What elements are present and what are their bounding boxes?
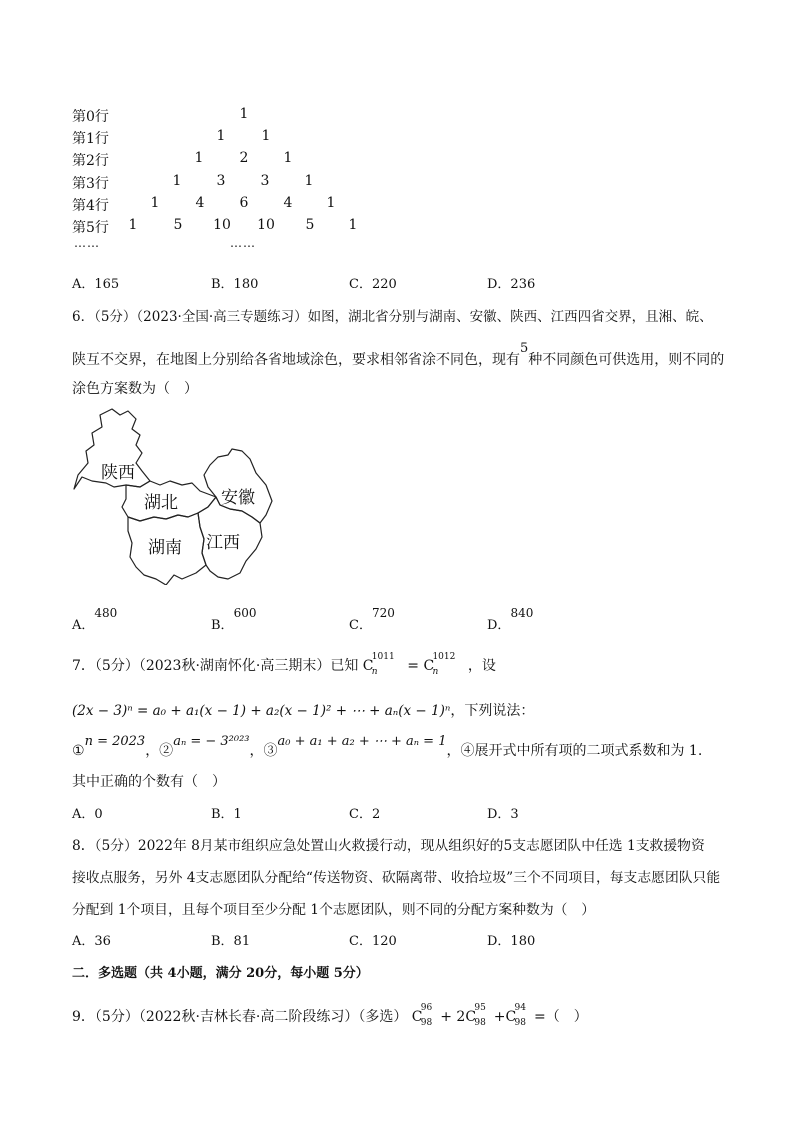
q8-line-1: 8．（5分）2022年 8月某市组织应急处置山火救援行动，现从组织好的5支志愿团队中任选 1支救援物资 <box>72 838 705 854</box>
q7-line-2 <box>72 700 534 720</box>
comb-sub: 98 <box>514 1018 526 1028</box>
comb-sup: 96 <box>420 1003 433 1013</box>
triangle-entry: 1 <box>348 217 358 233</box>
q8-option-b: B．81 <box>211 934 251 949</box>
equals: = <box>533 1009 546 1025</box>
q7-option-a: A．0 <box>72 807 103 822</box>
row-label: 第1行 <box>72 131 109 147</box>
map-label-shaanxi: 陕西 <box>101 463 135 483</box>
comb-sub: n <box>432 667 439 677</box>
q7-text: ，设 <box>467 658 496 674</box>
q6-option-b <box>211 606 257 633</box>
triangle-entry: 1 <box>304 173 314 189</box>
triangle-entry: 3 <box>260 173 270 189</box>
statement-mark: ① <box>72 743 85 759</box>
q6-option-a <box>72 606 118 633</box>
q8-line-2: 接收点服务，另外 4支志愿团队分配给“传送物资、砍隔离带、收拾垃圾”三个不同项目，每支志愿团队只能 <box>72 870 721 886</box>
option-letter: A． <box>72 618 95 633</box>
plus-sign: + 2 <box>440 1009 466 1025</box>
q9-line-1 <box>72 1003 588 1028</box>
q5-option-c: C．220 <box>349 277 397 292</box>
ellipsis: …… <box>74 236 100 250</box>
section-title: 二．多选题（共 4小题，满分 20分，每小题 5分） <box>72 966 369 981</box>
q6-text: 陕互不交界，在地图上分别给各省地域涂色，要求相邻省涂不同色，现有 <box>72 352 520 368</box>
row-label: 第4行 <box>72 198 109 214</box>
row-label: 第0行 <box>72 109 109 125</box>
plus-sign: + <box>493 1009 506 1025</box>
q6-line-1: 6．（5分）（2023·全国·高三专题练习）如图，湖北省分别与湖南、安徽、陕西、江西四省交界，且湘、皖、 <box>72 309 713 325</box>
equals: = <box>407 658 419 674</box>
triangle-entry: 1 <box>128 217 138 233</box>
statement-mark: ，② <box>145 743 174 759</box>
triangle-entry: 5 <box>305 217 315 233</box>
option-value: 840 <box>510 606 534 620</box>
triangle-entry: 4 <box>283 195 293 211</box>
q7-text: ，下列说法： <box>450 703 535 719</box>
triangle-entry: 10 <box>213 217 231 233</box>
expansion-formula: (2x − 3)ⁿ = a₀ + a₁(x − 1) + a₂(x − 1)² + ⋯ + aₙ(x − 1)ⁿ <box>72 703 451 719</box>
q6-color-count: 5 <box>520 341 529 356</box>
triangle-entry: 2 <box>239 150 249 166</box>
combination: C 95 98 <box>465 1003 486 1028</box>
combination: C 1012 n <box>423 652 456 677</box>
option-value: 480 <box>94 606 118 620</box>
q7-line-1 <box>72 652 496 677</box>
statement-3: a₀ + a₁ + a₂ + ⋯ + aₙ = 1 <box>277 734 447 749</box>
map-label-hubei: 湖北 <box>144 493 178 513</box>
option-letter: C． <box>349 618 372 633</box>
triangle-entry: 3 <box>216 173 226 189</box>
triangle-entry: 1 <box>326 195 336 211</box>
answer-paren: （ ） <box>545 1009 588 1025</box>
comb-sup: 1012 <box>432 652 456 662</box>
triangle-entry: 1 <box>283 150 293 166</box>
map-label-anhui: 安徽 <box>221 488 255 508</box>
triangle-entry: 1 <box>261 128 271 144</box>
comb-sub: n <box>371 667 378 677</box>
q8-option-d: D．180 <box>487 934 536 949</box>
comb-sup: 95 <box>474 1003 486 1013</box>
triangle-entry: 10 <box>257 217 275 233</box>
triangle-entry: 1 <box>216 128 226 144</box>
q7-option-c: C．2 <box>349 807 381 822</box>
triangle-entry: 4 <box>195 195 205 211</box>
map-label-jiangxi: 江西 <box>206 533 240 553</box>
comb-sub: 98 <box>420 1018 433 1028</box>
option-value: 720 <box>371 606 395 620</box>
statement-4: ，④展开式中所有项的二项式系数和为 1. <box>446 743 703 759</box>
row-label: 第2行 <box>72 153 109 169</box>
row-label: 第3行 <box>72 176 109 192</box>
q7-text: 7．（5分）（2023秋·湖南怀化·高三期末）已知 <box>72 658 359 674</box>
q8-option-a: A．36 <box>72 934 111 949</box>
combination: C 96 98 <box>411 1003 433 1028</box>
comb-sup: 1011 <box>371 652 395 662</box>
comb-sup: 94 <box>514 1003 526 1013</box>
q7-option-d: D．3 <box>487 807 519 822</box>
triangle-entry: 5 <box>173 217 183 233</box>
triangle-entry: 1 <box>194 150 204 166</box>
q6-option-d <box>487 606 534 633</box>
triangle-entry: 1 <box>172 173 182 189</box>
statement-mark: ，③ <box>249 743 278 759</box>
combination: C 1011 n <box>362 652 395 677</box>
option-value: 600 <box>233 606 257 620</box>
q6-option-c <box>349 606 395 633</box>
comb-sub: 98 <box>474 1018 486 1028</box>
q6-line-3: 涂色方案数为（ ） <box>72 381 198 397</box>
q9-text: 9．（5分）（2022秋·吉林长春·高二阶段练习）（多选） <box>72 1009 408 1025</box>
q5-option-b: B．180 <box>211 277 259 292</box>
q5-option-a: A．165 <box>72 277 120 292</box>
combination: C 94 98 <box>505 1003 526 1028</box>
q8-line-3: 分配到 1个项目，且每个项目至少分配 1个志愿团队，则不同的分配方案种数为（ ） <box>72 902 596 918</box>
q5-option-d: D．236 <box>487 277 536 292</box>
statement-1: n = 2023 <box>84 734 146 749</box>
q8-option-c: C．120 <box>349 934 397 949</box>
statement-2: aₙ = − 3²⁰²³ <box>173 734 250 749</box>
triangle-entry: 1 <box>150 195 160 211</box>
triangle-entry: 6 <box>239 195 249 211</box>
q6-line-2 <box>72 341 725 369</box>
q6-text: 种不同颜色可供选用，则不同的 <box>528 352 725 368</box>
q7-line-4: 其中正确的个数有（ ） <box>72 774 226 790</box>
ellipsis: …… <box>230 236 256 250</box>
option-letter: B． <box>211 618 234 633</box>
triangle-entry: 1 <box>239 106 249 122</box>
option-letter: D． <box>487 618 511 633</box>
map-label-hunan: 湖南 <box>148 538 182 558</box>
q7-line-3 <box>72 734 703 760</box>
q7-option-b: B．1 <box>211 807 242 822</box>
row-label: 第5行 <box>72 220 109 236</box>
